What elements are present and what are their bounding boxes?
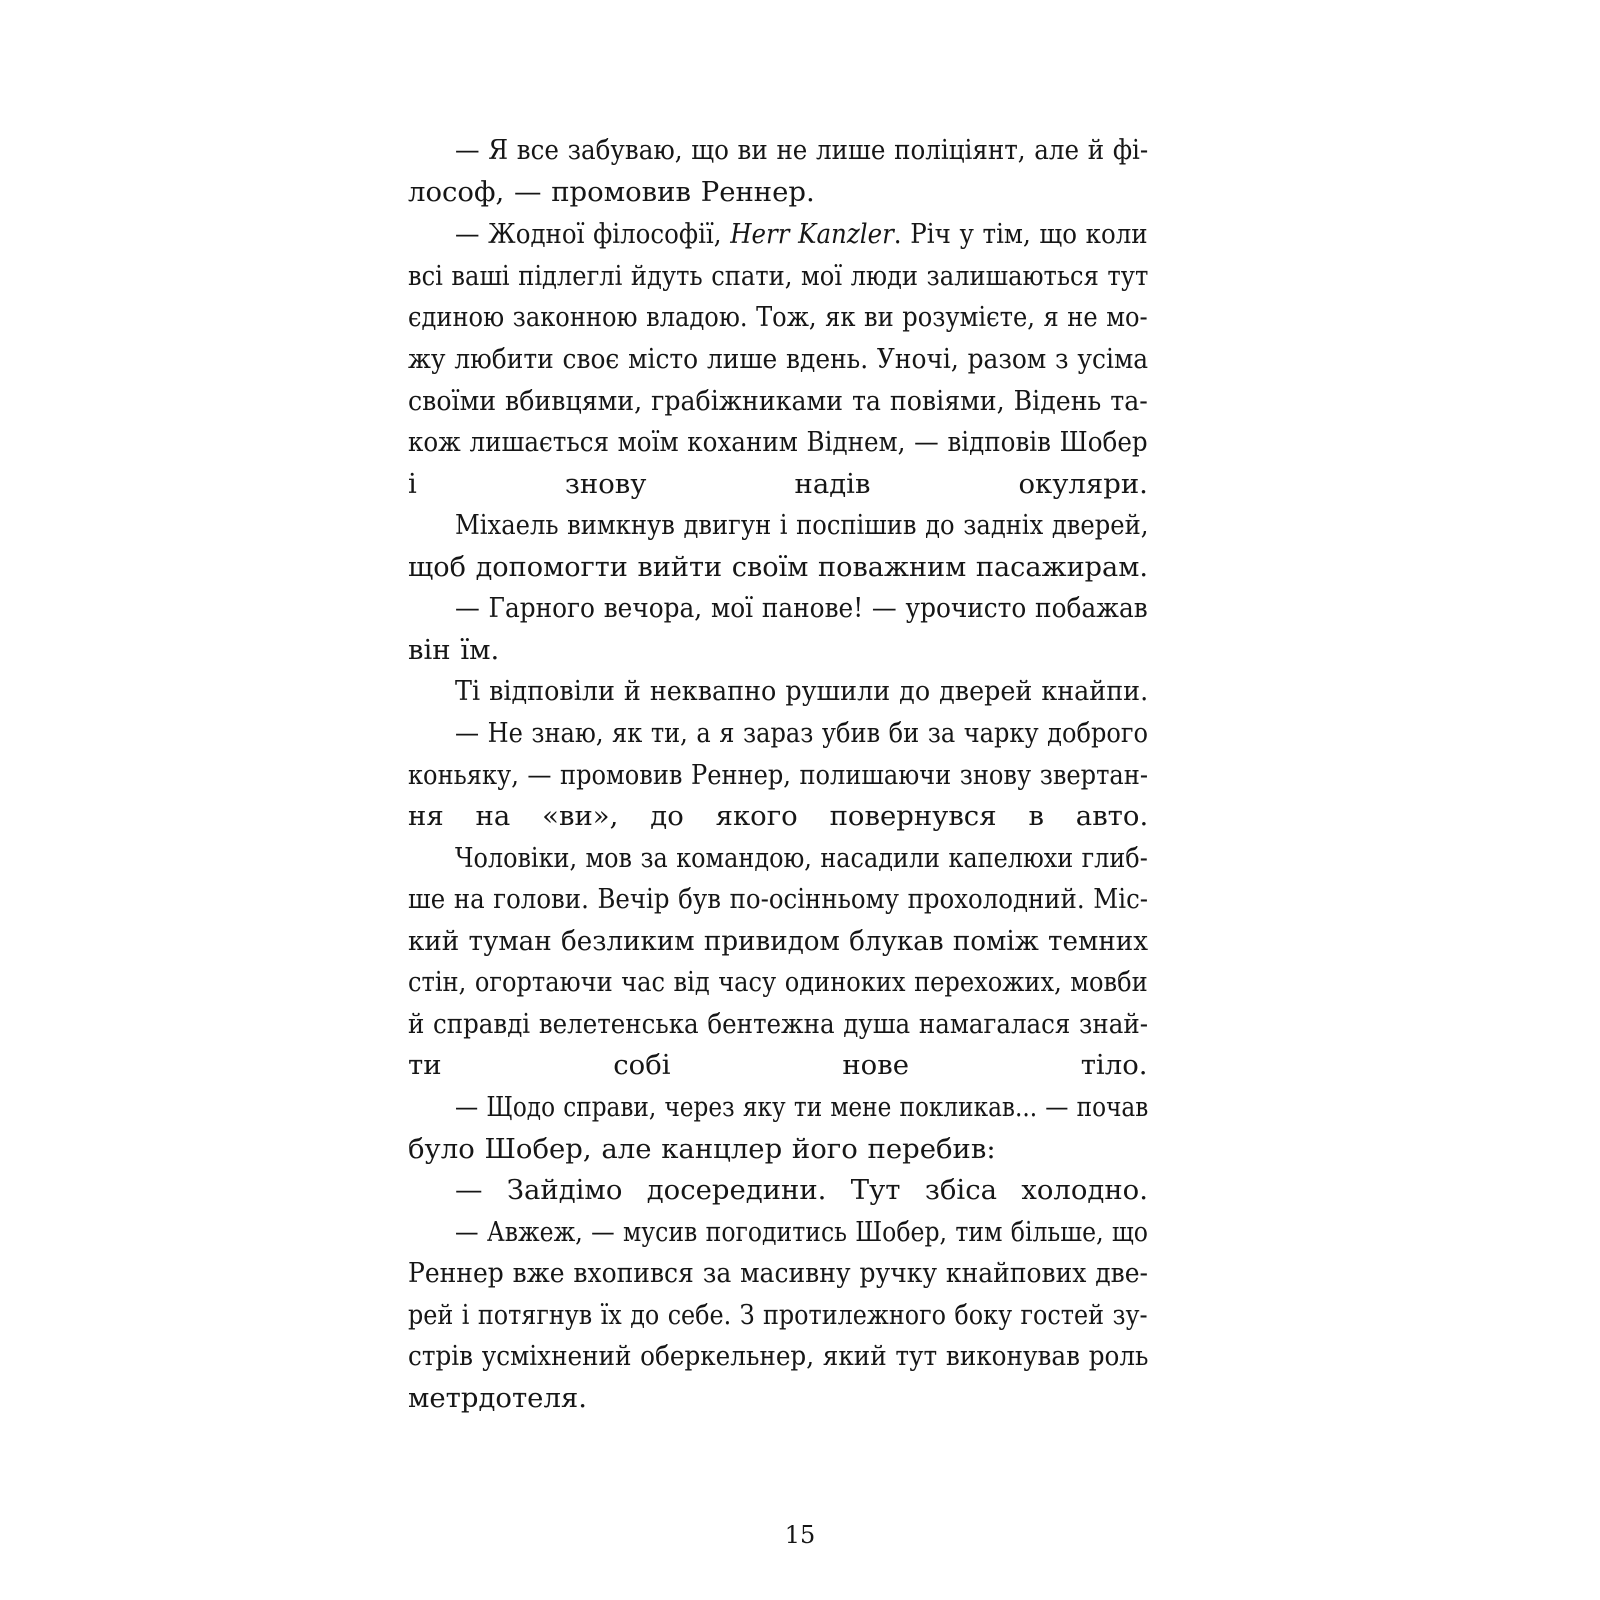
text-line: стрів усміхнений оберкельнер, який тут виконував роль bbox=[408, 1340, 1149, 1372]
text-line: стін, огортаючи час від часу одиноких перехожих, мовби bbox=[408, 966, 1148, 998]
text-line: — Не знаю, як ти, а я зараз убив би за чарку доброго bbox=[455, 717, 1148, 749]
text-line: єдиною законною владою. Тож, як ви розумієте, я не мо- bbox=[408, 301, 1148, 333]
text-line: він їм. bbox=[408, 634, 500, 666]
text-line: своїми вбивцями, грабіжниками та повіями, Відень та- bbox=[408, 385, 1148, 417]
text-line: жу любити своє місто лише вдень. Уночі, разом з усіма bbox=[408, 343, 1149, 375]
text-line: рей і потягнув їх до себе. З протилежного боку гостей зу- bbox=[408, 1299, 1148, 1331]
text-line: Міхаель вимкнув двигун і поспішив до задніх дверей, bbox=[455, 509, 1149, 541]
text-line: — Авжеж, — мусив погодитись Шобер, тим більше, що bbox=[455, 1216, 1148, 1248]
text-line: всі ваші підлеглі йдуть спати, мої люди залишаються тут bbox=[408, 260, 1149, 292]
text-line: — Гарного вечора, мої панове! — урочисто побажав bbox=[455, 592, 1148, 624]
text-line: метрдотеля. bbox=[408, 1382, 588, 1414]
text-line: коньяку, — промовив Реннер, полишаючи знову звертан- bbox=[408, 759, 1148, 791]
text-line bbox=[455, 216, 1148, 252]
italic-term: Herr Kanzler bbox=[730, 218, 894, 250]
text-line: й справді велетенська бентежна душа намагалася знай- bbox=[408, 1008, 1149, 1040]
page-number: 15 bbox=[784, 1521, 816, 1549]
text-line: ше на голови. Вечір був по-осінньому прохолодний. Міс- bbox=[408, 883, 1148, 915]
text-line: Ті відповіли й неквапно рушили до дверей кнайпи. bbox=[455, 675, 1149, 707]
text-line: було Шобер, але канцлер його перебив: bbox=[408, 1133, 996, 1165]
text-line: кий туман безликим привидом блукав поміж темних bbox=[408, 925, 1148, 957]
text-line: Чоловіки, мов за командою, насадили капелюхи глиб- bbox=[455, 842, 1148, 874]
text-span: . Річ у тім, що коли bbox=[893, 218, 1148, 250]
text-line: — Щодо справи, через яку ти мене покликав... — почав bbox=[455, 1091, 1149, 1123]
text-line: кож лишається моїм коханим Віднем, — відповів Шобер bbox=[408, 426, 1148, 458]
text-line: ти собі нове тіло. bbox=[408, 1049, 1148, 1081]
text-line: — Я все забуваю, що ви не лише поліціянт, але й фі- bbox=[455, 134, 1149, 166]
text-line: — Зайдімо досередини. Тут збіса холодно. bbox=[455, 1174, 1148, 1206]
text-line: ня на «ви», до якого повернувся в авто. bbox=[408, 800, 1149, 832]
text-line: щоб допомогти вийти своїм поважним пасажирам. bbox=[408, 551, 1148, 583]
text-line: Реннер вже вхопився за масивну ручку кнайпових две- bbox=[408, 1257, 1148, 1289]
text-line: лософ, — промовив Реннер. bbox=[408, 176, 815, 208]
text-line: і знову надів окуляри. bbox=[408, 468, 1148, 500]
text-span: — Жодної філософії, bbox=[455, 218, 731, 250]
